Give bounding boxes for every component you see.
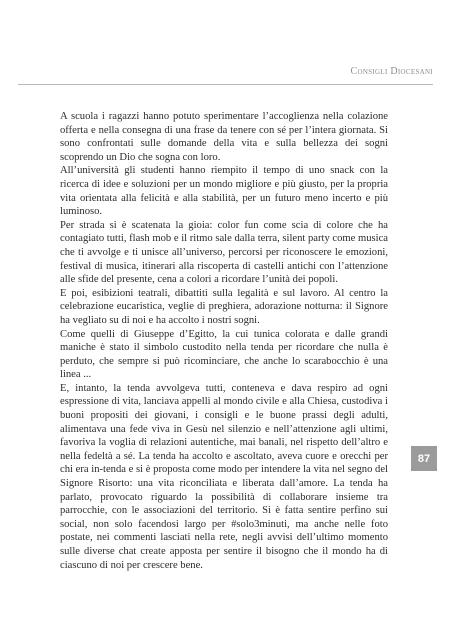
page-number-tab: 87 xyxy=(411,446,437,471)
paragraph-street: Per strada si è scatenata la gioia: color fun come scia di colore che ha contagiato tutti, flash mob e il ritmo sale dalla terra, silent party come musica che ti avvolge e ti unisce all’universo, percorsi per riconoscere le emozioni, festival di musica, itinerari alla riscoperta di castelli antichi con l’attenzione alle sfide del presente, cena a colori a ricordare l’unità dei popoli. xyxy=(60,219,389,286)
running-header: Consigli Diocesani xyxy=(350,66,433,77)
paragraph-university: All’università gli studenti hanno riempito il tempo di uno snack con la ricerca di idee e soluzioni per un mondo migliore e più giusto, per la propria vita orientata alla felicità e alla stabilità, per un futuro meno incerto e più luminoso. xyxy=(60,165,388,218)
paragraph-joseph: Come quelli di Giuseppe d’Egitto, la cui tunica colorata e dalle grandi maniche è stato il simbolo custodito nella tenda per ricordare che nulla è perduto, che sempre si può ricominciare, che anche lo scarabocchio è una linea ... xyxy=(60,328,388,381)
paragraph-events: E poi, esibizioni teatrali, dibattiti sulla legalità e sul lavoro. Al centro la celebrazione eucaristica, veglie di preghiera, adorazione notturna: il Signore ha vegliato su di noi e ha accolto i nostri sogni. xyxy=(60,287,388,326)
article-body xyxy=(60,110,388,572)
paragraph-school: A scuola i ragazzi hanno potuto sperimentare l’accoglienza nella colazione offerta e nella consegna di una frase da tenere con sé per l’intera giornata. Si sono confrontati sulle domande della vita e sulla bellezza dei sogni scoprendo un Dio che sogna con loro. xyxy=(60,111,388,163)
paragraph-tent: E, intanto, la tenda avvolgeva tutti, conteneva e dava respiro ad ogni espressione di vita, lanciava appelli al mondo civile e alla Chiesa, custodiva i buoni propositi dei giovani, i consigli e le buone prassi degli adulti, alimentava una fede viva in Gesù nel silenzio e nell’attenzione agli ultimi, favoriva la voglia di relazioni autentiche, mai banali, nel rispetto dell’altro e nella fedeltà a sé. La tenda ha accolto e ascoltato, aveva cuore e orecchi per chi era in-tenda e si è proposta come modo per intendere la vita nel segno del Signore Risorto: una vita riconciliata e liberata dall’amore. La tenda ha parlato, provocato riguardo la possibilità di collaborare insieme tra parrocchie, con le associazioni del territorio. Si è fatta sentire perfino sui social, non solo facendosi largo per #solo3minuti, ma anche nelle foto postate, nei commenti lasciati nella rete, negli avvisi dell’ultimo momento sulle diverse chat create apposta per sentire il bisogno che il mondo ha di ciascuno di noi per crescere bene. xyxy=(60,382,388,571)
header-divider xyxy=(18,84,433,85)
